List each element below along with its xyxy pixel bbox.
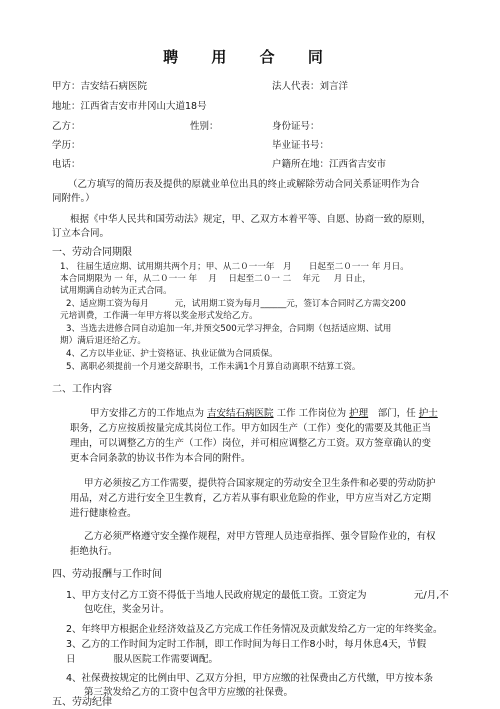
section-heading: 四、劳动报酬与工作时间	[52, 569, 162, 580]
safety-line: 甲方必须按乙方工作需要，提供符合国家规定的劳动安全卫生条件和必要的劳动防护	[84, 478, 436, 489]
rules-line: 乙方必须严格遵守安全操作规程，对甲方管理人员违章指挥、强令冒险作业的，有权	[84, 531, 436, 542]
pay-line: 1、甲方支付乙方工资不得低于当地人民政府规定的最低工资。工资定为 元/月,不	[66, 590, 449, 601]
section-heading: 二、工作内容	[52, 384, 112, 395]
education: 学历：	[52, 140, 81, 151]
note-line: （乙方填写的简历表及提供的原就业单位出具的终止或解除劳动合同关系证明作为合	[68, 179, 420, 190]
section-heading: 五、劳动纪律	[52, 697, 112, 708]
department-value: 护理	[349, 408, 369, 419]
text-span: 甲方安排乙方的工作地点为	[90, 408, 205, 419]
id-number: 身份证号：	[272, 121, 320, 132]
pay-line: 包吃住，奖金另计。	[84, 604, 170, 615]
work-location-value: 吉安结石病医院	[207, 408, 274, 419]
party-b: 乙方：	[52, 121, 81, 132]
legal-representative: 法人代表：刘言洋	[272, 81, 349, 92]
pay-line: 日 服从医院工作需要调配。	[66, 654, 219, 665]
safety-line: 用品，对乙方进行安全卫生教育，乙方若从事有职业危险的作业，甲方应当对乙方定期	[70, 493, 432, 504]
clause-line: 1、 往届生适应期、试用期共两个月；甲、从二０一一年 月 日起至二０一一 年 月日。	[60, 262, 409, 272]
certificate-number: 毕业证书号：	[272, 140, 330, 151]
clause-line: 试用期满自动转为正式合同。	[60, 286, 172, 296]
pay-line: 3、乙方的工作时间为定时工作制，即工作时间为每日工作8小时，每月休息4天，节假	[66, 639, 427, 650]
document-title: 聘 用 合 同	[163, 48, 337, 66]
party-a: 甲方：吉安结石病医院	[52, 81, 148, 92]
section-heading: 一、劳动合同期限	[52, 247, 132, 258]
clause-line: 5、离职必须提前一个月递交辞职书，工作未满1个月算自动离职不结算工资。	[66, 362, 361, 372]
text-span: 工作 工作岗位为	[276, 408, 347, 419]
gender: 性别：	[190, 121, 219, 132]
pay-line: 4、社保费按规定的比例由甲、乙双方分担，甲方应缴的社保费由乙方代缴，甲方按本条	[66, 673, 434, 684]
work-content-line: 更本合同条款的协议书作为本合同的附件。	[70, 453, 251, 464]
work-content-line: 职务，乙方应按质按量完成其岗位工作。甲方如因生产（工作）变化的需要及其他正当	[70, 423, 432, 434]
safety-line: 进行健康检查。	[70, 508, 137, 519]
work-location-line	[90, 408, 438, 420]
hukou: 户籍所在地：江西省吉安市	[272, 159, 387, 170]
address: 地址：江西省吉安市井冈山大道18号	[52, 101, 207, 112]
pay-line: 2、年终甲方根据企业经济效益及乙方完成工作任务情况及贡献发给乙方一定的年终奖金。	[66, 624, 443, 635]
clause-line: 元培训费，工作满一年甲方将以奖金形式发给乙方。	[60, 311, 258, 321]
clause-line: 期）满后退还给乙方。	[60, 336, 146, 346]
text-span: 部门，任	[377, 408, 416, 419]
preamble-line: 根据《中华人民共和国劳动法》规定，甲、乙双方本着平等、自愿、协商一致的原则，	[70, 214, 432, 225]
pay-line: 第三款发给乙方的工资中包含甲方应缴的社保费。	[84, 687, 294, 698]
position-value: 护士	[418, 408, 438, 419]
note-line: 同附件。）	[52, 193, 95, 204]
work-content-line: 理由，可以调整乙方的生产（工作）岗位，并可相应调整乙方工资。双方签章确认的变	[70, 438, 432, 449]
phone: 电话：	[52, 159, 81, 170]
preamble-line: 订立本合同。	[52, 228, 110, 239]
clause-line: 3、当选去进修合同自动追加一年,并预交500元学习押金，合同期（包括适应期、试用	[66, 324, 392, 334]
clause-line: 本合同期限为 一 年，从二０一一 年 月 日起至二０一 二 年元 月 日止，	[60, 274, 371, 284]
clause-line: 4、乙方以毕业证、护士资格证、执业证做为合同质保。	[66, 349, 278, 359]
rules-line: 拒绝执行。	[70, 546, 118, 557]
clause-line: 2、适应期工资为每月 元，试用期工资为每月______元，签订本合同时乙方需交200	[66, 299, 406, 309]
